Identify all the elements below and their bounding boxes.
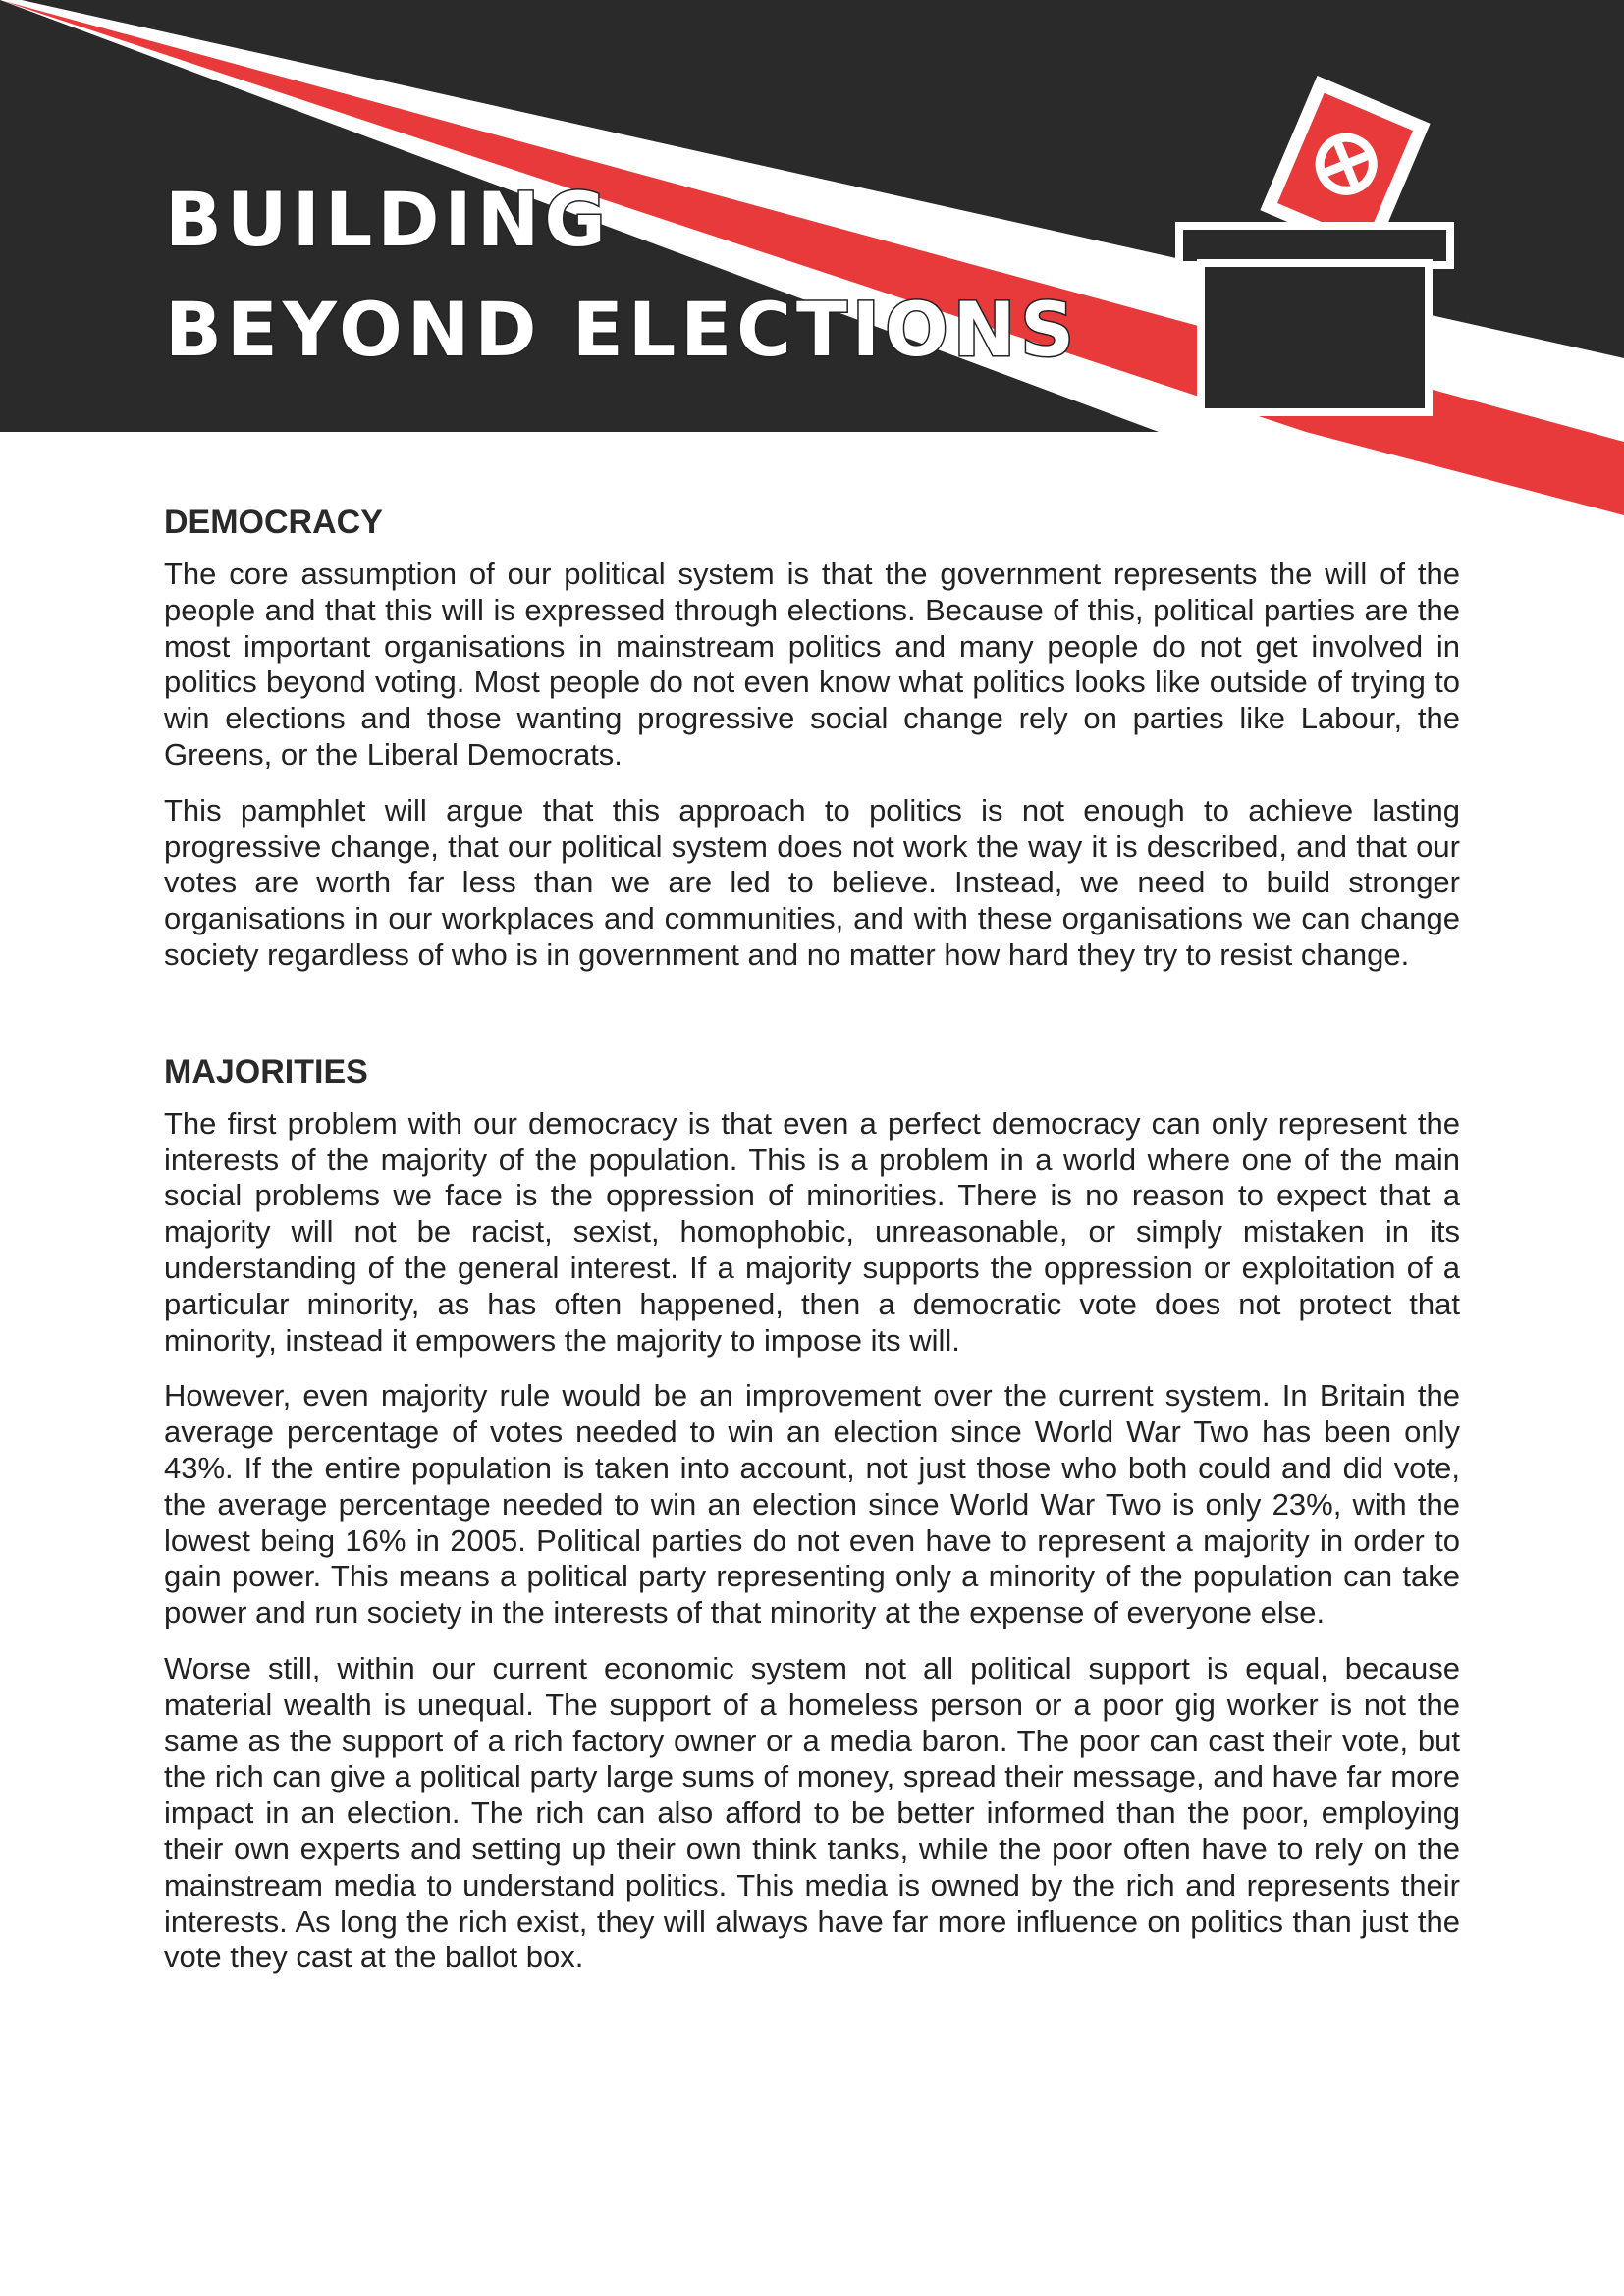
section-heading-majorities: MAJORITIES bbox=[164, 1052, 368, 1091]
article-body bbox=[164, 503, 1460, 1996]
paragraph: The first problem with our democracy is that even a perfect democracy can only represent the interests of the majority of the population. This is a problem in a world where one of the main social problems we face is the oppression of minorities. There is no reason to expect that a majority will not be racist, sexist, homophobic, unreasonable, or simply mistaken in its understanding of the general interest. If a majority supports the oppression or exploitation of a particular minority, as has often happened, then a democratic vote does not protect that minority, instead it empowers the majority to impose its will. bbox=[164, 1105, 1460, 1358]
section-democracy bbox=[164, 503, 1460, 974]
paragraph: This pamphlet will argue that this approach to politics is not enough to achieve lasting progressive change, that our political system does not work the way it is described, and that our votes are worth far less than we are led to believe. Instead, we need to build stronger organisations in our workplaces and communities, and with these organisations we can change society regardless of who is in government and no matter how hard they try to resist change. bbox=[164, 792, 1460, 972]
title-line-2: BEYOND ELECTIONS bbox=[165, 286, 1080, 373]
paragraph: However, even majority rule would be an improvement over the current system. In Britain the average percentage of votes needed to win an election since World War Two has been only 43%. If the entire population is taken into account, not just those who both could and did vote, the average percentage needed to win an election since World War Two is only 23%, with the lowest being 16% in 2005. Political parties do not even have to represent a majority in order to gain power. This means a political party representing only a minority of the population can take power and run society in the interests of that minority at the expense of everyone else. bbox=[164, 1378, 1460, 1630]
paragraph: Worse still, within our current economic system not all political support is equal, because material wealth is unequal. The support of a homeless person or a poor gig worker is not the same as the support of a rich factory owner or a media baron. The poor can cast their vote, but the rich can give a political party large sums of money, spread their message, and have far more impact in an election. The rich can also afford to be better informed than the poor, employing their own experts and setting up their own think tanks, while the poor often have to rely on the mainstream media to understand politics. This media is owned by the rich and represents their interests. As long the rich exist, they will always have far more influence on politics than just the vote they cast at the ballot box. bbox=[164, 1650, 1460, 1975]
page-title bbox=[165, 165, 1079, 385]
section-majorities bbox=[164, 1052, 1460, 1976]
paragraph: The core assumption of our political system is that the government represents the will of the people and that this will is expressed through elections. Because of this, political parties are the most important organisations in mainstream politics and many people do not get involved in politics beyond voting. Most people do not even know what politics looks like outside of trying to win elections and those wanting progressive social change rely on parties like Labour, the Greens, or the Liberal Democrats. bbox=[164, 557, 1460, 772]
title-line-1: BUILDING bbox=[165, 176, 611, 263]
section-heading-democracy: DEMOCRACY bbox=[164, 504, 383, 541]
